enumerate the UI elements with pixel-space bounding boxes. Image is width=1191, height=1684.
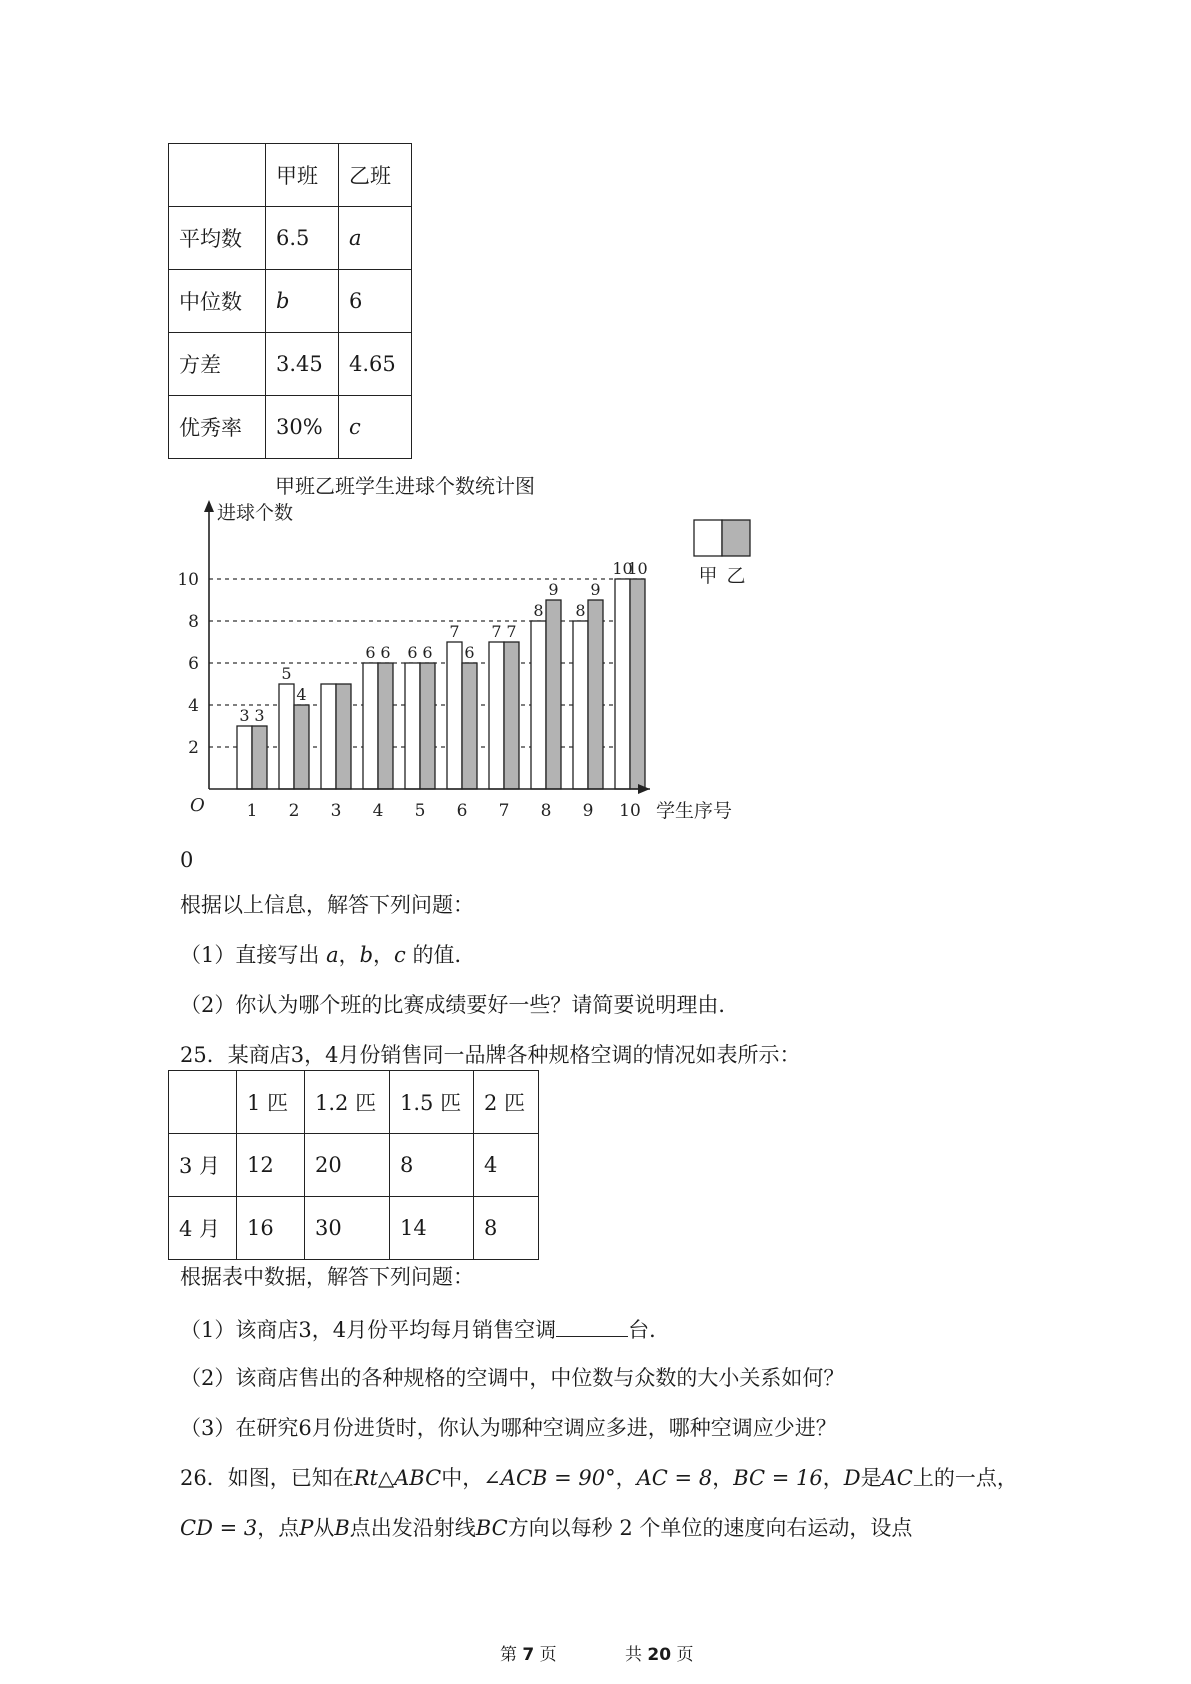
x-tick-label: 2	[288, 801, 300, 821]
bar-jia	[531, 621, 546, 789]
x-tick-label: 4	[372, 801, 384, 821]
table-header: 1 匹	[237, 1071, 305, 1134]
bar-jia	[615, 579, 630, 789]
data-label: 7	[491, 622, 502, 641]
q25-stem: 25．某商店3，4月份销售同一品牌各种规格空调的情况如表所示：	[180, 1043, 801, 1067]
data-label: 8	[575, 601, 586, 620]
row-label: 中位数	[169, 270, 266, 333]
q25-intro: 根据表中数据，解答下列问题：	[180, 1265, 474, 1289]
table-cell: 30	[305, 1197, 390, 1260]
bar-yi	[588, 600, 603, 789]
x-tick-label: 8	[540, 801, 552, 821]
data-label: 4	[296, 685, 307, 704]
table-cell: b	[266, 270, 339, 333]
bar-jia	[321, 684, 336, 789]
y-tick-label: 6	[188, 654, 199, 674]
table-row	[169, 333, 412, 396]
table-row	[169, 207, 412, 270]
var-b: b	[359, 943, 374, 967]
row-label: 平均数	[169, 207, 266, 270]
table-cell: 8	[474, 1197, 539, 1260]
data-label: 3	[254, 706, 265, 725]
legend-label: 乙	[726, 565, 746, 587]
q26-text: 从	[313, 1516, 335, 1540]
cd-expr: CD = 3	[180, 1516, 258, 1540]
page-total	[625, 1640, 693, 1665]
table-cell: 6.5	[266, 207, 339, 270]
row-label: 3 月	[169, 1134, 237, 1197]
y-tick-label: 2	[188, 738, 199, 758]
triangle-label: Rt△ABC	[353, 1466, 442, 1490]
y-tick-label: 8	[188, 612, 199, 632]
q26-text: 是	[860, 1466, 882, 1490]
bar-jia	[489, 642, 504, 789]
q26-text: 上的一点，	[912, 1466, 1018, 1490]
ray-bc: BC	[475, 1516, 508, 1540]
q26-text: 中，	[441, 1466, 484, 1490]
separator: ，	[373, 943, 395, 967]
table-cell: 4.65	[339, 333, 412, 396]
table-header-yi: 乙班	[339, 144, 412, 207]
q26-line2	[180, 1518, 912, 1539]
table-cell: 16	[237, 1197, 305, 1260]
q26-line1: 26．如图，已知在Rt△ABC中，∠ACB = 90°，AC = 8，BC = 16，D是AC上的一点，	[180, 1466, 1018, 1490]
bar-chart	[177, 500, 800, 830]
bar-jia	[405, 663, 420, 789]
var-c: c	[394, 943, 406, 967]
q26-text: 点出发沿射线	[349, 1516, 476, 1540]
x-axis-label: 学生序号	[656, 800, 733, 822]
footer-page-num: 7	[522, 1645, 535, 1665]
class-stats-table	[168, 143, 412, 459]
bar-yi	[462, 663, 477, 789]
table-header: 1.2 匹	[305, 1071, 390, 1134]
table-row	[169, 1134, 539, 1197]
point-p: P	[299, 1516, 314, 1540]
x-tick-label: 10	[619, 801, 641, 821]
footer-text: 页	[539, 1645, 557, 1665]
table-cell: c	[339, 396, 412, 459]
data-label: 5	[281, 664, 292, 683]
q24-part1-text: （1）直接写出	[180, 943, 320, 967]
q24-part1	[180, 945, 476, 966]
table-header-row	[169, 1071, 539, 1134]
x-tick-label: 9	[582, 801, 594, 821]
data-label: 10	[627, 559, 648, 578]
q26-text: 26．如图，已知在	[180, 1466, 354, 1490]
point-d: D	[843, 1466, 861, 1490]
y-axis-arrow	[204, 500, 214, 512]
q25-part2: （2）该商店售出的各种规格的空调中，中位数与众数的大小关系如何？	[180, 1366, 845, 1390]
table-cell: 30%	[266, 396, 339, 459]
legend-label: 甲	[698, 565, 718, 587]
row-label: 方差	[169, 333, 266, 396]
x-tick-label: 5	[414, 801, 426, 821]
x-tick-label: 6	[456, 801, 468, 821]
footer-total-num: 20	[647, 1645, 672, 1665]
q25-part1	[180, 1318, 670, 1341]
data-label: 9	[548, 580, 559, 599]
data-label: 3	[239, 706, 250, 725]
row-label: 优秀率	[169, 396, 266, 459]
table-cell	[169, 144, 266, 207]
y-tick-label: 10	[177, 570, 199, 590]
table-header-jia: 甲班	[266, 144, 339, 207]
table-header: 2 匹	[474, 1071, 539, 1134]
bar-yi	[336, 684, 351, 789]
y-tick-label: 4	[188, 696, 199, 716]
data-label: 10	[612, 559, 633, 578]
answer-blank[interactable]	[556, 1318, 628, 1337]
bar-yi	[504, 642, 519, 789]
table-header-row	[169, 144, 412, 207]
q24-part2: （2）你认为哪个班的比赛成绩要好一些？请简要说明理由．	[180, 993, 740, 1017]
q26-text: 方向以每秒 2 个单位的速度向右运动，设点	[507, 1516, 913, 1540]
data-label: 9	[590, 580, 601, 599]
bar-jia	[279, 684, 294, 789]
table-cell: 20	[305, 1134, 390, 1197]
q26-text: ，点	[257, 1516, 300, 1540]
data-label: 6	[407, 643, 418, 662]
ac-expr: AC = 8	[636, 1466, 713, 1490]
bar-jia	[573, 621, 588, 789]
data-label: 7	[449, 622, 460, 641]
bar-yi	[378, 663, 393, 789]
table-header: 1.5 匹	[390, 1071, 474, 1134]
table-row	[169, 270, 412, 333]
bc-expr: BC = 16	[733, 1466, 823, 1490]
x-tick-label: 3	[330, 801, 342, 821]
table-cell: 14	[390, 1197, 474, 1260]
table-cell: 4	[474, 1134, 539, 1197]
table-row	[169, 396, 412, 459]
bar-jia	[237, 726, 252, 789]
footer-text: 页	[676, 1645, 694, 1665]
q25-part3: （3）在研究6月份进货时，你认为哪种空调应多进，哪种空调应少进？	[180, 1416, 837, 1440]
legend-swatch-jia	[694, 520, 722, 556]
table-cell: 3.45	[266, 333, 339, 396]
data-label: 6	[380, 643, 391, 662]
x-tick-label: 7	[498, 801, 510, 821]
bar-yi	[294, 705, 309, 789]
bar-yi	[630, 579, 645, 789]
q24-intro: 根据以上信息，解答下列问题：	[180, 893, 474, 917]
q25-part1-text: （1）该商店3，4月份平均每月销售空调	[180, 1318, 557, 1342]
chart-title: 甲班乙班学生进球个数统计图	[275, 474, 535, 498]
q25-part1-end: 台．	[628, 1318, 671, 1342]
angle-expr: ∠ACB = 90°	[483, 1466, 616, 1490]
y-axis-label: 进球个数	[217, 502, 294, 524]
table-cell: 6	[339, 270, 412, 333]
stray-zero: 0	[180, 848, 194, 872]
q24-part1-end: 的值．	[412, 943, 476, 967]
row-label: 4 月	[169, 1197, 237, 1260]
data-label: 7	[506, 622, 517, 641]
table-cell: a	[339, 207, 412, 270]
table-cell	[169, 1071, 237, 1134]
legend-swatch-yi	[722, 520, 750, 556]
aircon-sales-table	[168, 1070, 539, 1260]
bar-yi	[546, 600, 561, 789]
page-number	[500, 1640, 557, 1665]
data-label: 6	[422, 643, 433, 662]
segment-ac: AC	[881, 1466, 913, 1490]
bar-jia	[447, 642, 462, 789]
data-label: 6	[464, 643, 475, 662]
data-label: 6	[365, 643, 376, 662]
var-a: a	[326, 943, 339, 967]
bar-yi	[252, 726, 267, 789]
table-cell: 8	[390, 1134, 474, 1197]
bar-yi	[420, 663, 435, 789]
origin-label: O	[190, 795, 205, 816]
footer-text: 第	[500, 1645, 517, 1665]
footer-text: 共	[625, 1645, 642, 1665]
bar-jia	[363, 663, 378, 789]
data-label: 8	[533, 601, 544, 620]
point-b: B	[334, 1516, 350, 1540]
x-tick-label: 1	[246, 801, 258, 821]
table-row	[169, 1197, 539, 1260]
table-cell: 12	[237, 1134, 305, 1197]
separator: ，	[338, 943, 360, 967]
